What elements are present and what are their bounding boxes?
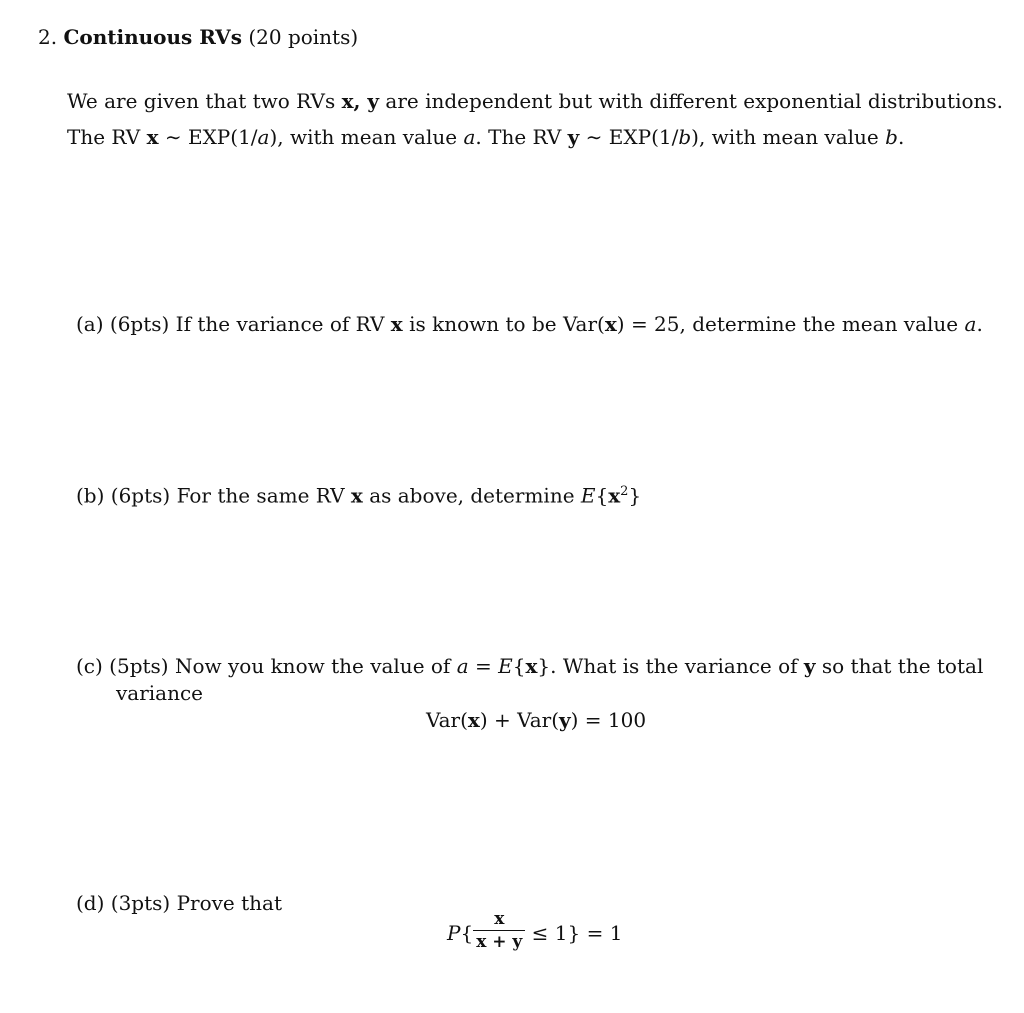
equation-text: ) + Var( [479, 708, 560, 732]
part-text: For the same RV [170, 483, 351, 508]
part-text: as above, determine [362, 483, 581, 508]
intro-text: are independent but with different exponential distributions. [379, 89, 1004, 113]
var-x: x [525, 654, 538, 678]
var-x: x [467, 708, 480, 732]
part-text: so that the total [815, 654, 984, 678]
var-y: y [559, 708, 571, 732]
part-text: Now you know the value of [168, 654, 457, 678]
part-label: (c) [76, 654, 103, 678]
var-x: x [146, 125, 159, 149]
part-text: If the variance of RV [169, 312, 391, 336]
equation-text: ≤ 1} = 1 [525, 921, 623, 945]
intro-line-1 [67, 91, 1003, 111]
probability-symbol: P [447, 921, 461, 945]
brace: } [628, 483, 642, 508]
var-x: x [350, 483, 363, 508]
part-c-line-2 [116, 683, 203, 703]
intro-text: ), with mean value [269, 125, 464, 149]
part-text: }. What is the variance of [537, 654, 804, 678]
intro-text: . [897, 125, 905, 149]
part-points: (6pts) [110, 483, 171, 508]
part-points: (3pts) [110, 891, 171, 915]
part-text: = [468, 654, 499, 678]
expectation-symbol: E [580, 483, 596, 508]
var-b: b [678, 125, 692, 149]
intro-text: The RV [67, 125, 147, 149]
brace: { [595, 483, 609, 508]
part-label: (d) [76, 891, 105, 915]
equation-text: Var( [426, 708, 468, 732]
part-text: variance [116, 681, 204, 705]
problem-header [38, 27, 358, 47]
part-c [76, 656, 983, 676]
brace: { [512, 654, 526, 678]
part-label: (b) [76, 483, 105, 508]
intro-text: ∼ EXP(1/ [579, 125, 679, 149]
intro-text: . The RV [475, 125, 568, 149]
expectation-symbol: E [498, 654, 513, 678]
intro-vars: x, y [341, 89, 380, 113]
var-y: y [803, 654, 816, 678]
var-x: x [604, 312, 617, 336]
equation-text: ) = 100 [570, 708, 647, 732]
var-a: a [463, 125, 476, 149]
part-b [76, 485, 641, 506]
var-a: a [456, 654, 469, 678]
part-points: (6pts) [109, 312, 170, 336]
probability-equation [447, 909, 623, 953]
brace: { [460, 921, 474, 945]
part-text: Prove that [170, 891, 283, 915]
var-x: x [390, 312, 403, 336]
var-a: a [257, 125, 270, 149]
part-text: ) = 25, determine the mean value [616, 312, 965, 336]
part-text: . [976, 312, 983, 336]
var-y: y [567, 125, 580, 149]
problem-title: Continuous RVs [63, 25, 242, 49]
var-x: x [608, 483, 621, 508]
variance-equation [426, 710, 646, 730]
part-text: is known to be Var( [402, 312, 605, 336]
intro-line-2 [67, 127, 904, 147]
fraction-denominator: x + y [476, 932, 523, 952]
problem-points: (20 points) [248, 25, 359, 49]
part-label: (a) [76, 312, 104, 336]
fraction-numerator: x [473, 911, 525, 931]
problem-number: 2. [38, 25, 58, 49]
var-b: b [885, 125, 898, 149]
part-points: (5pts) [109, 654, 169, 678]
var-a: a [964, 312, 977, 336]
superscript: 2 [620, 484, 629, 499]
intro-text: ), with mean value [691, 125, 886, 149]
fraction [473, 911, 525, 951]
part-a [76, 314, 983, 334]
intro-text: ∼ EXP(1/ [158, 125, 258, 149]
part-d [76, 893, 282, 913]
intro-text: We are given that two RVs [67, 89, 342, 113]
